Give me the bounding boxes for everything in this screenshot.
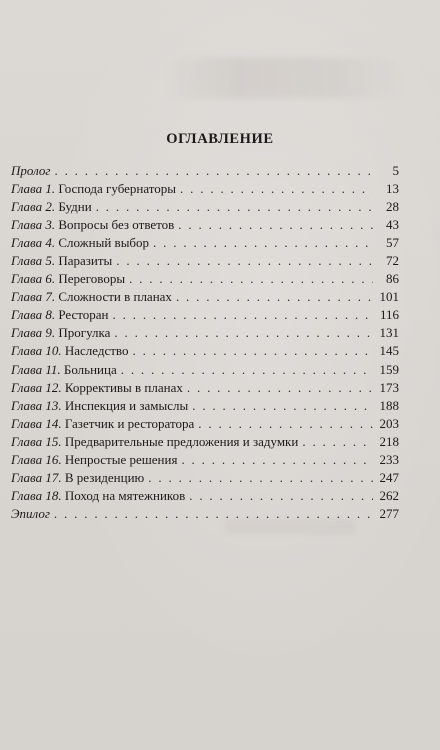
toc-entry-title: Наследство	[64, 343, 129, 359]
toc-entry	[11, 415, 399, 433]
toc-entry-title: Коррективы в планах	[64, 379, 183, 395]
toc-entry	[11, 451, 399, 469]
toc-entry-title: Вопросы без ответов	[58, 217, 175, 233]
toc-entry-prefix: Глава 12.	[11, 379, 62, 395]
toc-entry-prefix: Эпилог	[11, 505, 50, 521]
toc-dot-leader	[54, 162, 373, 180]
toc-entry-title: Предварительные предложения и задумки	[64, 433, 299, 449]
toc-entry-page-number: 247	[379, 469, 399, 485]
toc-entry-title: Переговоры	[58, 271, 126, 287]
toc-dot-leader	[132, 342, 373, 360]
toc-entry-label	[11, 288, 172, 306]
toc-entry-title: Инспекция и замыслы	[64, 397, 189, 413]
toc-entry-label	[11, 451, 177, 469]
toc-dot-leader	[121, 361, 373, 379]
toc-entry-page-number: 203	[379, 415, 399, 431]
toc-entry-title: Паразиты	[58, 253, 113, 269]
toc-entry-page-number: 116	[379, 307, 399, 323]
toc-entry	[11, 180, 399, 198]
toc-entry	[11, 288, 399, 306]
toc-entry-prefix: Глава 4.	[11, 235, 56, 251]
toc-entry-prefix: Глава 10.	[11, 343, 62, 359]
toc-dot-leader	[181, 451, 373, 469]
toc-entry-label	[11, 433, 298, 451]
toc-dot-leader	[114, 324, 373, 342]
toc-entry-title: Поход на мятежников	[64, 487, 186, 503]
toc-entry-prefix: Глава 18.	[11, 487, 62, 503]
toc-dot-leader	[187, 379, 373, 397]
toc-entry-label	[11, 306, 109, 324]
toc-dot-leader	[113, 306, 373, 324]
toc-entry-label	[11, 216, 174, 234]
toc-dot-leader	[129, 270, 373, 288]
toc-entry	[11, 252, 399, 270]
toc-entry-prefix: Глава 2.	[11, 199, 56, 215]
toc-entry-title: Газетчик и ресторатора	[64, 415, 195, 431]
toc-entry	[11, 306, 399, 324]
toc-entry-label	[11, 234, 149, 252]
toc-entry-page-number: 72	[386, 253, 399, 269]
toc-entry-prefix: Пролог	[11, 163, 51, 178]
toc-entry-label	[11, 162, 50, 180]
toc-entry-label	[11, 415, 194, 433]
toc-entry-page-number: 159	[379, 361, 399, 377]
toc-entry-page-number: 43	[386, 217, 399, 233]
toc-entry-prefix: Глава 15.	[11, 433, 62, 449]
toc-entry-page-number: 262	[379, 487, 399, 503]
toc-entry-page-number: 86	[386, 271, 399, 287]
toc-entry	[11, 216, 399, 234]
toc-entry-page-number: 5	[392, 163, 399, 178]
toc-entry-label	[11, 324, 110, 342]
toc-entry-page-number: 13	[386, 181, 399, 197]
toc-entry-label	[11, 505, 50, 523]
toc-entry-page-number: 277	[379, 505, 399, 521]
toc-entry	[11, 198, 399, 216]
toc-entry-title: Сложный выбор	[58, 235, 150, 251]
toc-entry-page-number: 233	[379, 451, 399, 467]
toc-entry-label	[11, 342, 128, 360]
toc-entry-prefix: Глава 6.	[11, 271, 56, 287]
toc-dot-leader	[153, 234, 373, 252]
toc-entry-title: Ресторан	[58, 307, 109, 323]
toc-entry-page-number: 131	[379, 325, 399, 341]
toc-dot-leader	[302, 433, 373, 451]
toc-entry	[11, 397, 399, 415]
toc-entry-page-number: 188	[379, 397, 399, 413]
toc-entry-title: Больница	[63, 361, 117, 377]
toc-entry-page-number: 57	[386, 235, 399, 251]
toc-entry-title: Господа губернаторы	[58, 181, 177, 197]
toc-entry-prefix: Глава 7.	[11, 289, 56, 305]
toc-entry-title: Сложности в планах	[58, 289, 172, 305]
toc-dot-leader	[176, 288, 373, 306]
toc-entry-prefix: Глава 3.	[11, 217, 56, 233]
toc-entry-prefix: Глава 14.	[11, 415, 62, 431]
toc-entry	[11, 505, 399, 523]
toc-entry-label	[11, 379, 183, 397]
toc-entry-title: Прогулка	[58, 325, 111, 341]
toc-entry-prefix: Глава 1.	[11, 181, 56, 197]
toc-entry-label	[11, 180, 176, 198]
toc-dot-leader	[96, 198, 373, 216]
page-title: ОГЛАВЛЕНИЕ	[166, 131, 274, 147]
toc-entry-prefix: Глава 11.	[11, 361, 61, 377]
toc-entry-page-number: 101	[379, 289, 399, 305]
toc-dot-leader	[189, 487, 373, 505]
toc-dot-leader	[198, 415, 373, 433]
toc-entry-prefix: Глава 17.	[11, 469, 62, 485]
toc-entry	[11, 361, 399, 379]
toc-entry-label	[11, 469, 144, 487]
show-through-smudge	[165, 58, 405, 98]
toc-entry	[11, 379, 399, 397]
toc-entry-prefix: Глава 16.	[11, 451, 62, 467]
toc-entry-label	[11, 198, 92, 216]
toc-dot-leader	[180, 180, 373, 198]
toc-entry-label	[11, 487, 185, 505]
toc-dot-leader	[116, 252, 373, 270]
toc-entry-title: Непростые решения	[64, 451, 178, 467]
toc-entry	[11, 433, 399, 451]
toc-entry-prefix: Глава 9.	[11, 325, 56, 341]
toc-entry-prefix: Глава 8.	[11, 307, 56, 323]
toc-entry-title: В резиденцию	[64, 469, 145, 485]
toc-entry	[11, 162, 399, 180]
toc-entry-page-number: 145	[379, 343, 399, 359]
toc-entry-page-number: 173	[379, 379, 399, 395]
toc-entry-label	[11, 361, 117, 379]
toc-entry	[11, 324, 399, 342]
toc-entry-label	[11, 252, 112, 270]
toc-dot-leader	[178, 216, 373, 234]
toc-entry-title: Будни	[58, 199, 92, 215]
toc-entry-prefix: Глава 13.	[11, 397, 62, 413]
toc-entry-label	[11, 397, 188, 415]
table-of-contents	[11, 162, 399, 523]
toc-dot-leader	[54, 505, 373, 523]
toc-entry-label	[11, 270, 125, 288]
toc-entry	[11, 487, 399, 505]
toc-entry	[11, 342, 399, 360]
toc-entry-prefix: Глава 5.	[11, 253, 56, 269]
toc-dot-leader	[148, 469, 373, 487]
toc-entry-page-number: 218	[379, 433, 399, 449]
toc-entry	[11, 270, 399, 288]
toc-entry	[11, 234, 399, 252]
toc-entry	[11, 469, 399, 487]
toc-entry-page-number: 28	[386, 199, 399, 215]
toc-dot-leader	[192, 397, 373, 415]
